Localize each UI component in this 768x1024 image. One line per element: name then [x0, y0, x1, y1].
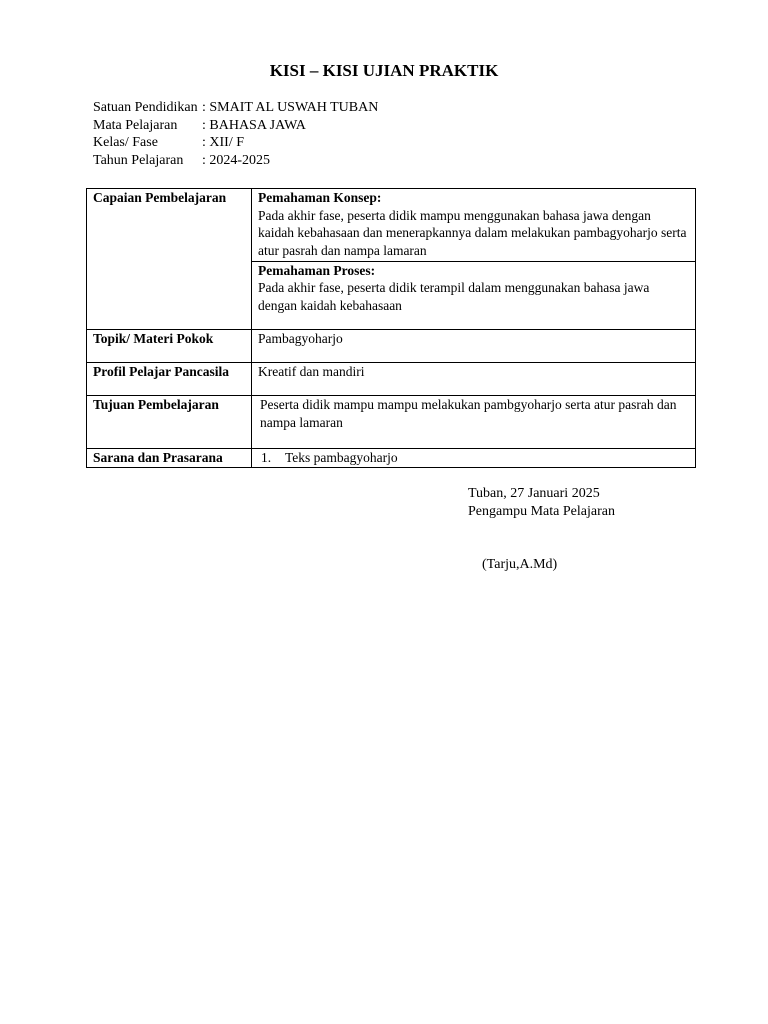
sarana-value: Teks pambagyoharjo [285, 450, 398, 465]
info-value: : BAHASA JAWA [202, 117, 306, 133]
list-number: 1. [261, 450, 272, 465]
konsep-text: Pada akhir fase, peserta didik mampu menggunakan bahasa jawa dengan kaidah kebahasaan dan menerapkannya dalam melakukan pambagyoharjo serta atur pasrah dan nampa lamaran [258, 207, 687, 258]
info-value: : SMAIT AL USWAH TUBAN [202, 100, 379, 115]
info-row-mapel [93, 117, 378, 135]
info-row-tahun [93, 152, 378, 170]
signature-block [468, 485, 615, 521]
info-block [93, 99, 378, 169]
signature-name: (Tarju,A.Md) [482, 557, 558, 572]
signature-place-date: Tuban, 27 Januari 2025 [468, 486, 600, 501]
sarana-label: Sarana dan Prasarana [87, 449, 252, 468]
table-row-profil [87, 363, 696, 396]
table-row-capaian-konsep [87, 189, 696, 262]
info-label: Mata Pelajaran [93, 117, 178, 133]
table-row-topik [87, 330, 696, 363]
topik-label: Topik/ Materi Pokok [87, 330, 252, 363]
proses-cell [252, 261, 696, 329]
document-title: KISI – KISI UJIAN PRAKTIK [269, 61, 499, 80]
topik-value: Pambagyoharjo [252, 330, 696, 363]
kisi-table [86, 188, 696, 468]
capaian-label: Capaian Pembelajaran [87, 189, 252, 330]
proses-heading: Pemahaman Proses: [258, 262, 376, 278]
signature-role: Pengampu Mata Pelajaran [468, 504, 615, 519]
table-row-tujuan [87, 396, 696, 449]
info-label: Kelas/ Fase [93, 135, 158, 150]
table-row-sarana [87, 449, 696, 468]
info-label: Tahun Pelajaran [93, 152, 184, 168]
tujuan-value: Peserta didik mampu mampu melakukan pambgyoharjo serta atur pasrah dan nampa lamaran [252, 396, 696, 449]
info-row-satuan [93, 99, 378, 117]
konsep-cell [252, 189, 696, 262]
info-label: Satuan Pendidikan [93, 100, 198, 115]
tujuan-label: Tujuan Pembelajaran [87, 396, 252, 449]
profil-value: Kreatif dan mandiri [252, 363, 696, 396]
konsep-heading: Pemahaman Konsep: [258, 190, 382, 205]
proses-text: Pada akhir fase, peserta didik terampil dalam menggunakan bahasa jawa dengan kaidah kebahasaan [258, 280, 650, 313]
sarana-value-cell [252, 449, 696, 468]
info-value: : XII/ F [202, 135, 244, 150]
info-value: : 2024-2025 [202, 152, 271, 168]
info-row-kelas [93, 134, 378, 152]
profil-label: Profil Pelajar Pancasila [87, 363, 252, 396]
